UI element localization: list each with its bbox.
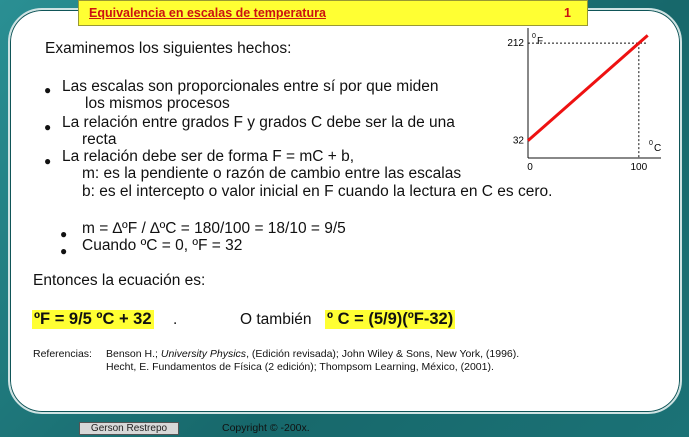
reference-1 [106,348,519,360]
bullet-icon: ● [44,154,52,168]
equation-c-to-f: º C = (5/9)(ºF-32) [327,310,454,328]
references-label: Referencias: [33,348,92,360]
y-tick-label: 32 [512,135,524,147]
slide-number: 1 [564,6,571,20]
x-tick-label: 100 [630,162,648,173]
reference-2: Hecht, E. Fundamentos de Física (2 edición); Thompsom Learning, México, (2001). [106,361,494,373]
bullet-2-line2: recta [82,131,117,148]
bullet-icon: ● [44,83,52,97]
bullet-2-line1: La relación entre grados F y grados C debe ser la de una [62,114,455,131]
reference-1-title: University Physics [160,348,247,360]
y-unit-degree: 0 [532,33,536,40]
alternative-label: O también [240,311,312,328]
reference-1-publisher: , (Edición revisada); John Wiley & Sons, New York, (1996). [246,348,520,360]
bullet-icon: ● [60,244,68,258]
bullet-1-line2: los mismos procesos [85,95,230,112]
y-tick-label: 212 [507,38,524,50]
intercept-calc: Cuando ºC = 0, ºF = 32 [82,237,243,254]
bullet-3-line1: La relación debe ser de forma F = mC + b, [62,148,355,165]
x-tick-label: 0 [527,162,533,173]
title-bar [78,0,588,26]
copyright-text: Copyright © -200x. [222,422,310,434]
temperature-chart [496,28,666,176]
equation-f-to-c: ºF = 9/5 ºC + 32 [34,310,152,328]
x-unit-letter: C [654,143,662,154]
definition-b: b: es el intercepto o valor inicial en F cuando la lectura en C es cero. [82,183,553,200]
bullet-1-line1: Las escalas son proporcionales entre sí por que miden [62,78,439,95]
x-unit-degree: 0 [649,140,653,147]
equation-period: . [173,311,178,328]
reference-1-authors: Benson H.; [106,348,161,360]
slope-calc: m = ∆ºF / ∆ºC = 180/100 = 18/10 = 9/5 [82,220,346,237]
series-line-celsius-fahrenheit [528,35,648,140]
slide-title: Equivalencia en escalas de temperatura [89,6,326,20]
author-label: Gerson Restrepo [79,422,179,435]
y-unit-letter: F [537,36,544,47]
intro-text: Examinemos los siguientes hechos: [45,40,292,57]
definition-m: m: es la pendiente o razón de cambio entre las escalas [82,165,462,182]
bullet-icon: ● [44,120,52,134]
conclusion-text: Entonces la ecuación es: [33,272,206,289]
bullet-icon: ● [60,227,68,241]
